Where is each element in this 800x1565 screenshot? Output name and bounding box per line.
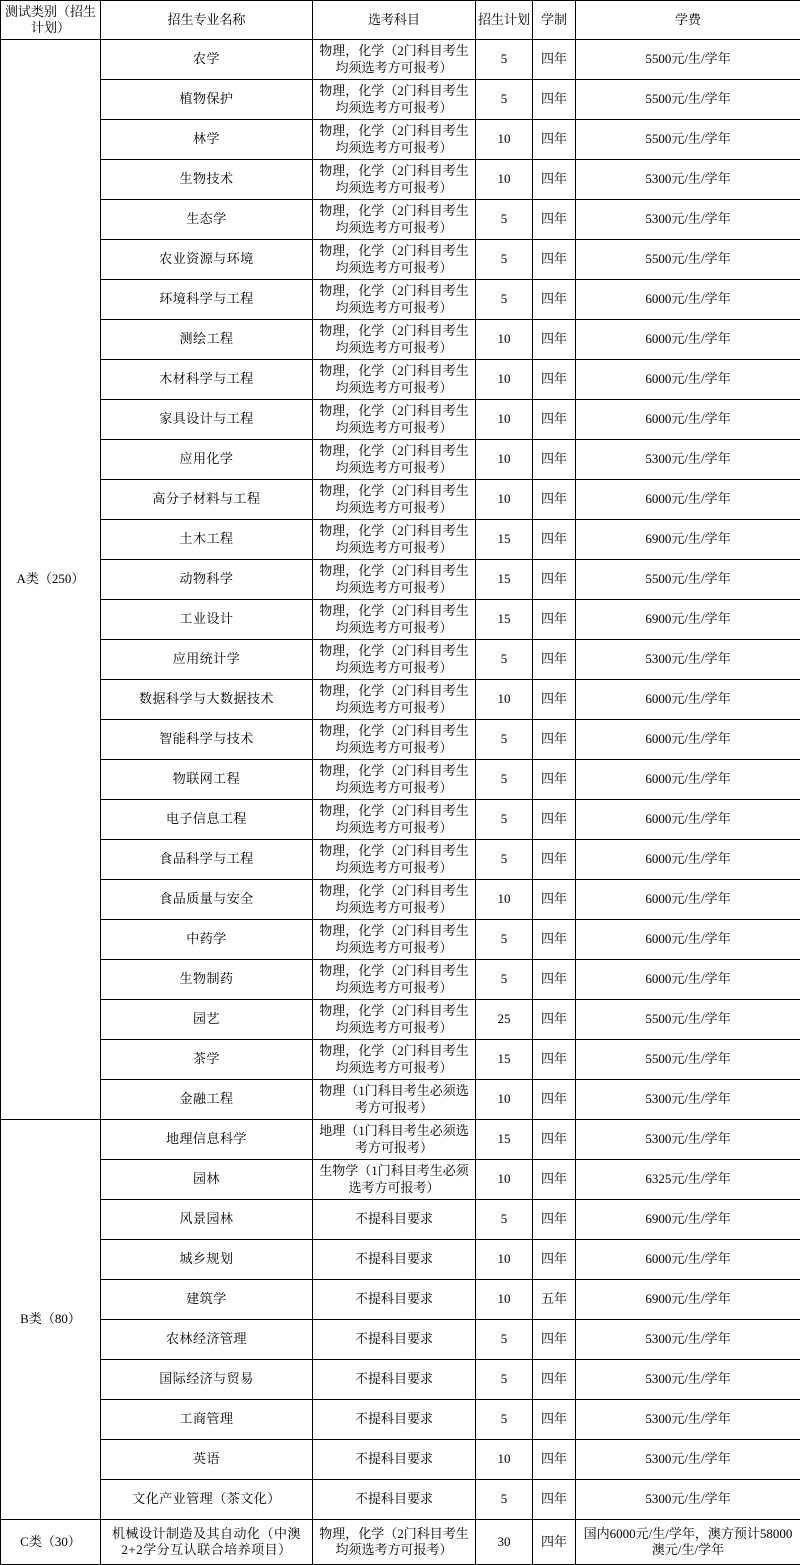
table-row	[1, 440, 800, 480]
plan-cell: 10	[476, 120, 533, 160]
table-row	[1, 720, 800, 760]
fee-cell: 6000元/生/学年	[576, 800, 800, 840]
column-header-length: 学制	[533, 1, 576, 40]
major-cell: 英语	[101, 1440, 313, 1480]
plan-cell: 5	[476, 1200, 533, 1240]
table-row	[1, 120, 800, 160]
fee-cell: 6000元/生/学年	[576, 360, 800, 400]
major-cell: 城乡规划	[101, 1240, 313, 1280]
table-row	[1, 640, 800, 680]
subject-cell: 物理，化学（2门科目考生均须选考方可报考）	[313, 680, 476, 720]
plan-cell: 5	[476, 1360, 533, 1400]
length-cell: 四年	[533, 1000, 576, 1040]
length-cell: 四年	[533, 360, 576, 400]
plan-cell: 10	[476, 1080, 533, 1120]
plan-cell: 5	[476, 40, 533, 80]
subject-cell: 物理，化学（2门科目考生均须选考方可报考）	[313, 200, 476, 240]
length-cell: 四年	[533, 1400, 576, 1440]
length-cell: 四年	[533, 880, 576, 920]
subject-cell: 不提科目要求	[313, 1320, 476, 1360]
table-row	[1, 1400, 800, 1440]
subject-cell: 物理，化学（2门科目考生均须选考方可报考）	[313, 840, 476, 880]
major-cell: 农学	[101, 40, 313, 80]
subject-cell: 地理（1门科目考生必须选考方可报考）	[313, 1120, 476, 1160]
major-cell: 农林经济管理	[101, 1320, 313, 1360]
major-cell: 文化产业管理（茶文化）	[101, 1480, 313, 1520]
subject-cell: 物理，化学（2门科目考生均须选考方可报考）	[313, 80, 476, 120]
plan-cell: 5	[476, 80, 533, 120]
plan-cell: 10	[476, 400, 533, 440]
table-row	[1, 1240, 800, 1280]
length-cell: 四年	[533, 400, 576, 440]
plan-cell: 5	[476, 960, 533, 1000]
fee-cell: 5500元/生/学年	[576, 80, 800, 120]
length-cell: 四年	[533, 520, 576, 560]
plan-cell: 15	[476, 560, 533, 600]
length-cell: 五年	[533, 1280, 576, 1320]
subject-cell: 物理，化学（2门科目考生均须选考方可报考）	[313, 440, 476, 480]
fee-cell: 5300元/生/学年	[576, 440, 800, 480]
plan-cell: 5	[476, 800, 533, 840]
subject-cell: 物理，化学（2门科目考生均须选考方可报考）	[313, 1040, 476, 1080]
table-row	[1, 960, 800, 1000]
subject-cell: 不提科目要求	[313, 1400, 476, 1440]
subject-cell: 物理，化学（2门科目考生均须选考方可报考）	[313, 600, 476, 640]
length-cell: 四年	[533, 1080, 576, 1120]
table-row	[1, 400, 800, 440]
table-row	[1, 1000, 800, 1040]
plan-cell: 5	[476, 200, 533, 240]
subject-cell: 物理，化学（2门科目考生均须选考方可报考）	[313, 880, 476, 920]
subject-cell: 物理（1门科目考生必须选考方可报考）	[313, 1080, 476, 1120]
subject-cell: 不提科目要求	[313, 1480, 476, 1520]
fee-cell: 6000元/生/学年	[576, 840, 800, 880]
subject-cell: 不提科目要求	[313, 1280, 476, 1320]
table-row	[1, 600, 800, 640]
fee-cell: 5300元/生/学年	[576, 1400, 800, 1440]
fee-cell: 5500元/生/学年	[576, 560, 800, 600]
subject-cell: 物理，化学（2门科目考生均须选考方可报考）	[313, 720, 476, 760]
plan-cell: 10	[476, 1240, 533, 1280]
length-cell: 四年	[533, 920, 576, 960]
header-row	[1, 1, 800, 40]
subject-cell: 物理，化学（2门科目考生均须选考方可报考）	[313, 360, 476, 400]
table-row	[1, 240, 800, 280]
table-row	[1, 800, 800, 840]
plan-cell: 5	[476, 920, 533, 960]
plan-cell: 5	[476, 720, 533, 760]
table-row	[1, 1480, 800, 1520]
plan-cell: 10	[476, 1160, 533, 1200]
fee-cell: 5300元/生/学年	[576, 1480, 800, 1520]
table-row	[1, 200, 800, 240]
fee-cell: 5300元/生/学年	[576, 1440, 800, 1480]
category-cell: C类（30）	[1, 1520, 101, 1565]
plan-cell: 10	[476, 480, 533, 520]
subject-cell: 物理，化学（2门科目考生均须选考方可报考）	[313, 280, 476, 320]
length-cell: 四年	[533, 40, 576, 80]
plan-cell: 5	[476, 840, 533, 880]
table-row	[1, 1440, 800, 1480]
major-cell: 测绘工程	[101, 320, 313, 360]
column-header-major: 招生专业名称	[101, 1, 313, 40]
subject-cell: 物理，化学（2门科目考生均须选考方可报考）	[313, 320, 476, 360]
subject-cell: 物理，化学（2门科目考生均须选考方可报考）	[313, 1000, 476, 1040]
table-row	[1, 760, 800, 800]
major-cell: 应用化学	[101, 440, 313, 480]
plan-cell: 5	[476, 1480, 533, 1520]
length-cell: 四年	[533, 560, 576, 600]
category-cell: B类（80）	[1, 1120, 101, 1520]
subject-cell: 不提科目要求	[313, 1360, 476, 1400]
table-row	[1, 560, 800, 600]
table-row	[1, 320, 800, 360]
subject-cell: 物理，化学（2门科目考生均须选考方可报考）	[313, 920, 476, 960]
major-cell: 物联网工程	[101, 760, 313, 800]
table-row	[1, 40, 800, 80]
subject-cell: 物理，化学（2门科目考生均须选考方可报考）	[313, 520, 476, 560]
fee-cell: 国内6000元/生/学年，澳方预计58000澳元/生/学年	[576, 1520, 800, 1565]
fee-cell: 5300元/生/学年	[576, 160, 800, 200]
plan-cell: 5	[476, 240, 533, 280]
fee-cell: 6000元/生/学年	[576, 960, 800, 1000]
major-cell: 食品质量与安全	[101, 880, 313, 920]
major-cell: 家具设计与工程	[101, 400, 313, 440]
major-cell: 风景园林	[101, 1200, 313, 1240]
plan-cell: 10	[476, 880, 533, 920]
length-cell: 四年	[533, 760, 576, 800]
table-row	[1, 680, 800, 720]
plan-cell: 15	[476, 1040, 533, 1080]
table-row	[1, 280, 800, 320]
column-header-fee: 学费	[576, 1, 800, 40]
table-row	[1, 1280, 800, 1320]
plan-cell: 10	[476, 680, 533, 720]
length-cell: 四年	[533, 600, 576, 640]
subject-cell: 物理，化学（2门科目考生均须选考方可报考）	[313, 480, 476, 520]
subject-cell: 物理，化学（2门科目考生均须选考方可报考）	[313, 640, 476, 680]
subject-cell: 物理，化学（2门科目考生均须选考方可报考）	[313, 400, 476, 440]
major-cell: 土木工程	[101, 520, 313, 560]
length-cell: 四年	[533, 1320, 576, 1360]
subject-cell: 物理，化学（2门科目考生均须选考方可报考）	[313, 160, 476, 200]
major-cell: 机械设计制造及其自动化（中澳2+2学分互认联合培养项目）	[101, 1520, 313, 1565]
plan-cell: 15	[476, 1120, 533, 1160]
plan-cell: 5	[476, 1320, 533, 1360]
length-cell: 四年	[533, 800, 576, 840]
fee-cell: 6000元/生/学年	[576, 680, 800, 720]
major-cell: 中药学	[101, 920, 313, 960]
length-cell: 四年	[533, 1360, 576, 1400]
table-row	[1, 880, 800, 920]
length-cell: 四年	[533, 1480, 576, 1520]
plan-cell: 15	[476, 600, 533, 640]
table-row	[1, 360, 800, 400]
category-cell: A类（250）	[1, 40, 101, 1120]
fee-cell: 6900元/生/学年	[576, 1200, 800, 1240]
length-cell: 四年	[533, 240, 576, 280]
major-cell: 生物技术	[101, 160, 313, 200]
major-cell: 园艺	[101, 1000, 313, 1040]
length-cell: 四年	[533, 160, 576, 200]
plan-cell: 10	[476, 440, 533, 480]
subject-cell: 物理，化学（2门科目考生均须选考方可报考）	[313, 120, 476, 160]
fee-cell: 5500元/生/学年	[576, 120, 800, 160]
table-row	[1, 480, 800, 520]
length-cell: 四年	[533, 1520, 576, 1565]
subject-cell: 物理，化学（2门科目考生均须选考方可报考）	[313, 960, 476, 1000]
major-cell: 动物科学	[101, 560, 313, 600]
length-cell: 四年	[533, 440, 576, 480]
length-cell: 四年	[533, 720, 576, 760]
length-cell: 四年	[533, 1200, 576, 1240]
major-cell: 工业设计	[101, 600, 313, 640]
major-cell: 数据科学与大数据技术	[101, 680, 313, 720]
length-cell: 四年	[533, 320, 576, 360]
major-cell: 园林	[101, 1160, 313, 1200]
subject-cell: 不提科目要求	[313, 1200, 476, 1240]
plan-cell: 10	[476, 320, 533, 360]
fee-cell: 5500元/生/学年	[576, 1040, 800, 1080]
plan-cell: 10	[476, 360, 533, 400]
fee-cell: 5300元/生/学年	[576, 1080, 800, 1120]
fee-cell: 5300元/生/学年	[576, 200, 800, 240]
fee-cell: 6000元/生/学年	[576, 400, 800, 440]
table-row	[1, 1120, 800, 1160]
plan-cell: 25	[476, 1000, 533, 1040]
major-cell: 应用统计学	[101, 640, 313, 680]
subject-cell: 物理，化学（2门科目考生均须选考方可报考）	[313, 240, 476, 280]
plan-cell: 5	[476, 760, 533, 800]
major-cell: 地理信息科学	[101, 1120, 313, 1160]
table-row	[1, 1520, 800, 1565]
major-cell: 木材科学与工程	[101, 360, 313, 400]
table-row	[1, 1080, 800, 1120]
plan-cell: 10	[476, 1280, 533, 1320]
subject-cell: 物理，化学（2门科目考生均须选考方可报考）	[313, 1520, 476, 1565]
subject-cell: 不提科目要求	[313, 1440, 476, 1480]
major-cell: 生态学	[101, 200, 313, 240]
fee-cell: 6000元/生/学年	[576, 760, 800, 800]
table-row	[1, 840, 800, 880]
major-cell: 建筑学	[101, 1280, 313, 1320]
major-cell: 工商管理	[101, 1400, 313, 1440]
table-row	[1, 520, 800, 560]
fee-cell: 6000元/生/学年	[576, 1240, 800, 1280]
length-cell: 四年	[533, 640, 576, 680]
fee-cell: 5300元/生/学年	[576, 1320, 800, 1360]
length-cell: 四年	[533, 1040, 576, 1080]
length-cell: 四年	[533, 120, 576, 160]
major-cell: 农业资源与环境	[101, 240, 313, 280]
subject-cell: 物理，化学（2门科目考生均须选考方可报考）	[313, 760, 476, 800]
fee-cell: 6325元/生/学年	[576, 1160, 800, 1200]
length-cell: 四年	[533, 840, 576, 880]
length-cell: 四年	[533, 200, 576, 240]
table-row	[1, 1360, 800, 1400]
table-header	[1, 1, 800, 40]
column-header-category: 测试类别（招生计划）	[1, 1, 101, 40]
fee-cell: 6900元/生/学年	[576, 600, 800, 640]
table-row	[1, 1320, 800, 1360]
fee-cell: 5300元/生/学年	[576, 640, 800, 680]
fee-cell: 6900元/生/学年	[576, 1280, 800, 1320]
fee-cell: 6000元/生/学年	[576, 320, 800, 360]
length-cell: 四年	[533, 280, 576, 320]
major-cell: 生物制药	[101, 960, 313, 1000]
column-header-subject: 选考科目	[313, 1, 476, 40]
fee-cell: 5300元/生/学年	[576, 1120, 800, 1160]
fee-cell: 6000元/生/学年	[576, 720, 800, 760]
major-cell: 植物保护	[101, 80, 313, 120]
table-body	[1, 40, 800, 1565]
fee-cell: 5500元/生/学年	[576, 40, 800, 80]
major-cell: 林学	[101, 120, 313, 160]
subject-cell: 不提科目要求	[313, 1240, 476, 1280]
column-header-plan: 招生计划	[476, 1, 533, 40]
fee-cell: 6900元/生/学年	[576, 520, 800, 560]
plan-cell: 30	[476, 1520, 533, 1565]
table-row	[1, 1200, 800, 1240]
plan-cell: 10	[476, 160, 533, 200]
major-cell: 食品科学与工程	[101, 840, 313, 880]
major-cell: 金融工程	[101, 1080, 313, 1120]
fee-cell: 5300元/生/学年	[576, 1360, 800, 1400]
plan-cell: 5	[476, 1400, 533, 1440]
major-cell: 茶学	[101, 1040, 313, 1080]
table-row	[1, 920, 800, 960]
fee-cell: 6000元/生/学年	[576, 880, 800, 920]
fee-cell: 6000元/生/学年	[576, 280, 800, 320]
table-row	[1, 1040, 800, 1080]
fee-cell: 6000元/生/学年	[576, 480, 800, 520]
major-cell: 环境科学与工程	[101, 280, 313, 320]
plan-cell: 5	[476, 640, 533, 680]
length-cell: 四年	[533, 80, 576, 120]
length-cell: 四年	[533, 480, 576, 520]
major-cell: 智能科学与技术	[101, 720, 313, 760]
fee-cell: 5500元/生/学年	[576, 240, 800, 280]
major-cell: 国际经济与贸易	[101, 1360, 313, 1400]
length-cell: 四年	[533, 1160, 576, 1200]
fee-cell: 6000元/生/学年	[576, 920, 800, 960]
table-row	[1, 1160, 800, 1200]
major-cell: 电子信息工程	[101, 800, 313, 840]
subject-cell: 物理，化学（2门科目考生均须选考方可报考）	[313, 560, 476, 600]
table-row	[1, 160, 800, 200]
plan-cell: 10	[476, 1440, 533, 1480]
table-row	[1, 80, 800, 120]
plan-cell: 5	[476, 280, 533, 320]
major-cell: 高分子材料与工程	[101, 480, 313, 520]
plan-cell: 15	[476, 520, 533, 560]
length-cell: 四年	[533, 680, 576, 720]
length-cell: 四年	[533, 960, 576, 1000]
fee-cell: 5500元/生/学年	[576, 1000, 800, 1040]
length-cell: 四年	[533, 1120, 576, 1160]
subject-cell: 物理，化学（2门科目考生均须选考方可报考）	[313, 800, 476, 840]
subject-cell: 生物学（1门科目考生必须选考方可报考）	[313, 1160, 476, 1200]
subject-cell: 物理，化学（2门科目考生均须选考方可报考）	[313, 40, 476, 80]
length-cell: 四年	[533, 1440, 576, 1480]
length-cell: 四年	[533, 1240, 576, 1280]
